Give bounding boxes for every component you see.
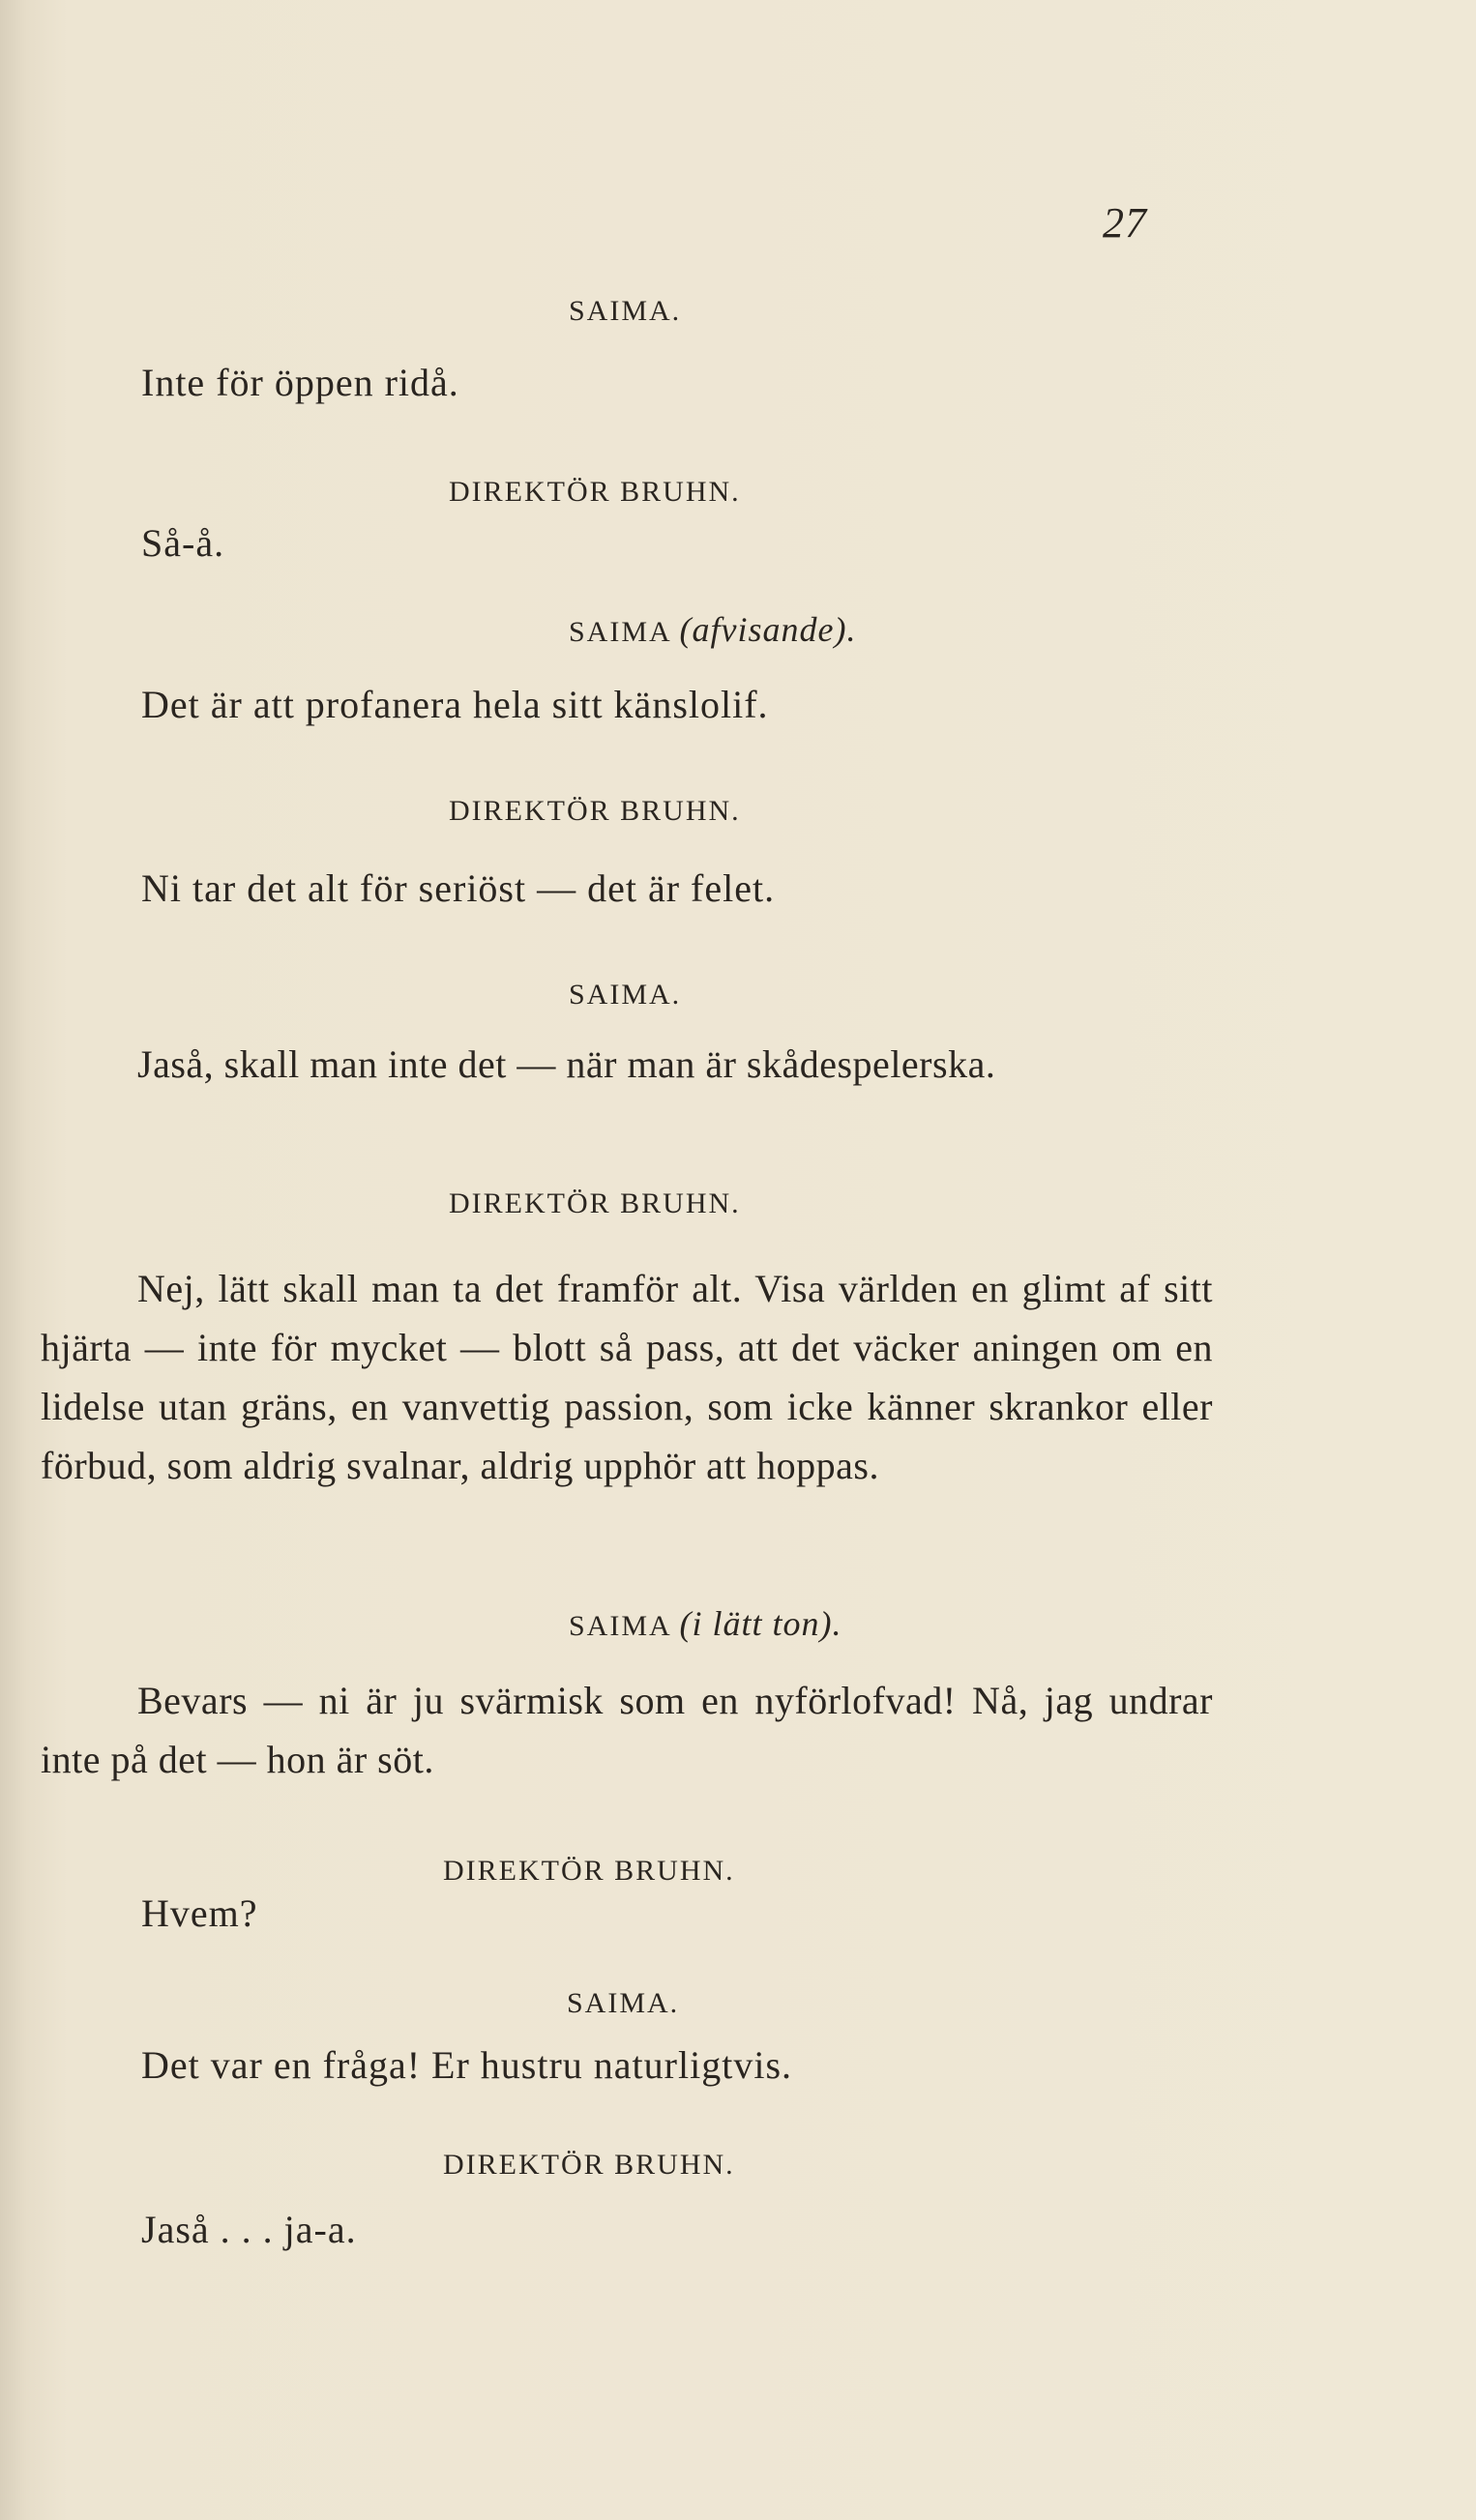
speaker-heading xyxy=(569,1603,842,1644)
dialogue-line: Inte för öppen ridå. xyxy=(141,361,459,404)
speaker-heading xyxy=(449,1187,741,1220)
dialogue-line: Så-å. xyxy=(141,521,225,565)
speaker-heading xyxy=(443,2149,735,2182)
dialogue-paragraph xyxy=(41,1259,1213,1495)
speaker-heading xyxy=(449,476,741,509)
dialogue-line: Det är att profanera hela sitt känslolif. xyxy=(141,683,769,726)
speaker-name: SAIMA xyxy=(569,616,671,648)
dialogue-line: Hvem? xyxy=(141,1891,258,1935)
page-number: 27 xyxy=(1103,199,1147,247)
speaker-heading xyxy=(443,1855,735,1888)
dialogue-paragraph xyxy=(41,1671,1213,1789)
dialogue-text: Jaså, skall man inte det — när man är skådespelerska. xyxy=(137,1042,996,1086)
speaker-heading xyxy=(449,795,741,828)
speaker-name: SAIMA xyxy=(569,1610,671,1642)
dialogue-paragraph xyxy=(41,1035,1213,1094)
speaker-heading xyxy=(569,609,856,650)
speaker-heading xyxy=(567,1987,679,2020)
dialogue-line: Det var en fråga! Er hustru naturligtvis. xyxy=(141,2043,793,2087)
dialogue-line: Jaså . . . ja-a. xyxy=(141,2208,357,2251)
stage-direction: (afvisande). xyxy=(679,610,857,649)
speaker-heading xyxy=(569,979,681,1011)
dialogue-text: Bevars — ni är ju svärmisk som en nyförlofvad! Nå, jag undrar inte på det — hon är söt. xyxy=(41,1679,1213,1781)
speaker-name: DIREKTÖR BRUHN. xyxy=(449,795,741,827)
speaker-name: DIREKTÖR BRUHN. xyxy=(443,2149,735,2181)
dialogue-line: Ni tar det alt för seriöst — det är felet. xyxy=(141,866,776,910)
speaker-name: DIREKTÖR BRUHN. xyxy=(449,1187,741,1219)
speaker-name: DIREKTÖR BRUHN. xyxy=(443,1855,735,1887)
stage-direction: (i lätt ton). xyxy=(679,1604,842,1643)
speaker-heading xyxy=(569,295,681,328)
speaker-name: SAIMA. xyxy=(567,1987,680,2019)
speaker-name: DIREKTÖR BRUHN. xyxy=(449,476,741,508)
speaker-name: SAIMA. xyxy=(569,979,682,1011)
speaker-name: SAIMA. xyxy=(569,295,682,327)
dialogue-text: Nej, lätt skall man ta det framför alt. Visa världen en glimt af sitt hjärta — inte för mycket — blott så pass, att det väcker aningen om en lidelse utan gräns, en vanvettig passion, som icke känner skrankor eller förbud, som aldrig svalnar, aldrig upphör att hoppas. xyxy=(41,1267,1213,1487)
